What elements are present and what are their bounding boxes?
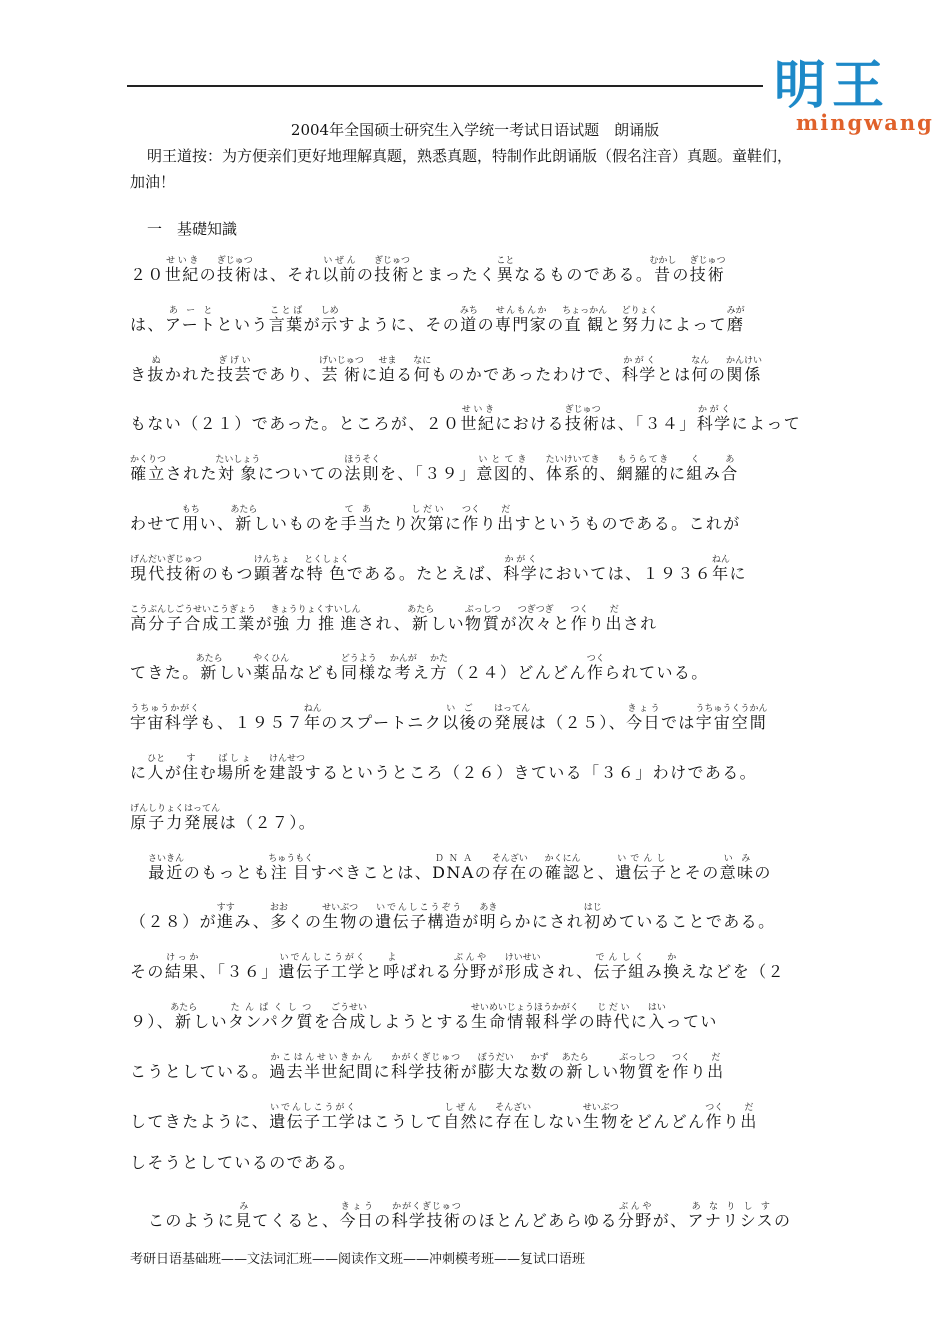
furigana-word: 道みち: [459, 305, 478, 334]
furigana-word: 作つく: [570, 604, 589, 633]
furigana-reading: ぶんや: [452, 953, 488, 964]
furigana-reading: こと: [496, 256, 515, 266]
furigana-reading: けんせつ: [268, 754, 305, 764]
furigana-word: 技術ぎじゅつ: [689, 256, 726, 284]
furigana-word: 意味いみ: [719, 853, 755, 882]
furigana-reading: そんざい: [491, 853, 528, 864]
furigana-word: 見み: [235, 1202, 253, 1231]
furigana-reading: つく: [461, 505, 480, 515]
furigana-word: 新あたら: [195, 654, 223, 683]
furigana-reading: かがくぎじゅつ: [391, 1202, 462, 1213]
furigana-reading: す: [182, 754, 200, 764]
furigana-reading: せいき: [460, 405, 496, 416]
furigana-word: 生物せいぶつ: [322, 903, 359, 932]
furigana-word: 合あ: [721, 455, 739, 484]
furigana-reading: しだい: [410, 505, 445, 515]
furigana-word: 体系的たいけいてき: [545, 455, 600, 484]
furigana-reading: ぎげい: [217, 355, 252, 366]
furigana-word: 注目ちゅうもく: [268, 853, 314, 882]
furigana-reading: いでんし: [615, 853, 668, 864]
furigana-word: 努力どりょく: [621, 305, 658, 334]
furigana-word: 生命情報科学せいめいじょうほうかがく: [470, 1003, 579, 1031]
furigana-reading: かず: [530, 1052, 549, 1063]
furigana-reading: ねん: [303, 704, 322, 715]
furigana-word: 明あき: [479, 903, 498, 932]
furigana-reading: いご: [442, 704, 477, 715]
furigana-word: 入はい: [647, 1003, 666, 1031]
furigana-word: アナリシスあなりしす: [687, 1202, 775, 1231]
furigana-reading: ねん: [711, 554, 730, 565]
furigana-word: 呼よ: [383, 953, 401, 982]
furigana-word: アートあーと: [164, 305, 217, 334]
furigana-reading: つぎつぎ: [517, 604, 554, 615]
furigana-word: 関係かんけい: [726, 355, 763, 384]
furigana-word: 結果けっか: [164, 953, 200, 982]
furigana-reading: あたら: [195, 654, 223, 665]
furigana-word: 磨みが: [726, 305, 745, 334]
furigana-word: 科学技術かがくぎじゅつ: [391, 1052, 461, 1081]
furigana-reading: ぶんや: [617, 1202, 653, 1213]
furigana-reading: いとてき: [476, 455, 529, 466]
furigana-reading: あたら: [407, 604, 435, 615]
furigana-reading: もち: [181, 505, 200, 515]
furigana-word: 存在そんざい: [495, 1102, 532, 1131]
furigana-reading: み: [235, 1202, 253, 1213]
furigana-word: 合成ごうせい: [331, 1003, 368, 1031]
furigana-word: 発展はってん: [494, 704, 531, 733]
furigana-reading: せんもんか: [495, 305, 548, 316]
furigana-word: 確認かくにん: [544, 853, 581, 882]
furigana-word: 科学技術かがくぎじゅつ: [391, 1202, 462, 1231]
furigana-word: 意図的いとてき: [476, 455, 529, 484]
furigana-word: 伝子組でんしく: [593, 953, 646, 982]
furigana-word: 考かんが: [389, 654, 417, 683]
furigana-reading: かがく: [621, 355, 657, 366]
furigana-reading: きょう: [339, 1202, 375, 1213]
furigana-word: 遺伝子構造いでんしこうぞう: [375, 903, 463, 932]
furigana-word: 異こと: [496, 256, 515, 284]
furigana-reading: しめ: [320, 305, 339, 316]
furigana-word: 専門家せんもんか: [495, 305, 548, 334]
furigana-reading: はじ: [583, 903, 602, 914]
furigana-reading: かくにん: [544, 853, 581, 864]
furigana-reading: かた: [429, 654, 448, 665]
furigana-word: 年ねん: [711, 554, 730, 583]
furigana-reading: つく: [586, 654, 605, 665]
furigana-reading: ぶっしつ: [619, 1052, 656, 1063]
furigana-word: 作つく: [586, 654, 605, 683]
furigana-word: 出だ: [740, 1102, 758, 1131]
passage-line: 宇宙科学うちゅうかがくも、１９５７年ねんのスプートニク以後いごの発展はってんは（２５）、今日きょうでは宇宙空間うちゅうくうかん: [130, 704, 768, 733]
furigana-word: 迫せま: [378, 355, 397, 384]
furigana-reading: せいき: [164, 256, 200, 266]
furigana-word: 住す: [182, 754, 200, 782]
passage-line: てきた。新あたらしい薬品やくひんなども同様どうような考かんがえ方かた（２４）どんどん作つくられている。: [130, 654, 709, 683]
furigana-reading: とくしょく: [304, 554, 350, 565]
furigana-word: 以後いご: [442, 704, 477, 733]
furigana-word: 法則ほうそく: [344, 455, 381, 484]
furigana-word: 何なに: [413, 355, 432, 384]
furigana-word: 新あたら: [170, 1003, 198, 1031]
furigana-word: 現代げんだい: [130, 554, 167, 583]
furigana-reading: かがく: [696, 405, 732, 416]
furigana-reading: なに: [413, 355, 432, 366]
furigana-reading: だ: [740, 1102, 758, 1113]
furigana-reading: あたら: [230, 505, 258, 515]
furigana-reading: かがくぎじゅつ: [391, 1052, 461, 1063]
furigana-reading: せいぶつ: [322, 903, 359, 914]
furigana-reading: かこはんせいきかん: [269, 1052, 374, 1063]
furigana-word: 多おお: [269, 903, 288, 932]
passage-line: （２８）が進すすみ、多おおくの生物せいぶつの遺伝子構造いでんしこうぞうが明あきらかにされ初はじめていることである。: [130, 903, 776, 932]
furigana-reading: でんしく: [593, 953, 646, 964]
furigana-reading: てあ: [340, 505, 376, 515]
furigana-reading: そんざい: [495, 1102, 532, 1113]
furigana-reading: つく: [570, 604, 589, 615]
passage-line: その結果けっか、「３６」遺伝子工学いでんしこうがくと呼よばれる分野ぶんやが形成けいせいされ、伝子組でんしくみ換かえなどを（２: [130, 953, 785, 982]
passage-line: このように見みてくると、今日きょうの科学技術かがくぎじゅつのほとんどあらゆる分野ぶんやが、アナリシスあなりしすの: [148, 1202, 792, 1231]
furigana-reading: みが: [726, 305, 745, 316]
furigana-word: 出だ: [605, 604, 623, 633]
furigana-reading: かくりつ: [130, 455, 167, 466]
furigana-reading: あたら: [561, 1052, 589, 1063]
furigana-reading: けんちょ: [253, 554, 290, 565]
furigana-reading: あなりしす: [687, 1202, 775, 1213]
furigana-word: 存在そんざい: [491, 853, 528, 882]
furigana-word: 何なん: [691, 355, 710, 384]
furigana-reading: しぜん: [443, 1102, 479, 1113]
furigana-word: 科学かがく: [503, 554, 539, 583]
furigana-reading: おお: [269, 903, 288, 914]
furigana-reading: げいじゅつ: [318, 355, 364, 366]
furigana-reading: せいめいじょうほうかがく: [470, 1003, 579, 1013]
furigana-reading: よ: [383, 953, 401, 964]
furigana-word: 物質ぶっしつ: [619, 1052, 656, 1081]
furigana-word: 示しめ: [320, 305, 339, 334]
passage-line: してきたように、遺伝子工学いでんしこうがくはこうして自然しぜんに存在そんざいしない生物せいぶつをどんどん作つくり出だ: [130, 1102, 758, 1131]
furigana-reading: はってん: [494, 704, 531, 715]
furigana-reading: じだい: [595, 1003, 631, 1013]
furigana-word: 言葉ことば: [268, 305, 304, 334]
furigana-reading: ぎじゅつ: [373, 256, 410, 266]
furigana-word: 特色とくしょく: [304, 554, 350, 583]
passage-line: ２０世紀せいきの技術ぎじゅつは、それ以前いぜんの技術ぎじゅつとまったく異ことなるものである。昔むかしの技術ぎじゅつ: [130, 256, 726, 284]
furigana-word: DNAＤＮＡ: [432, 853, 475, 882]
furigana-reading: げんだい: [130, 554, 167, 565]
furigana-reading: きょうりょくすいしん: [270, 604, 361, 615]
furigana-word: 強力推進きょうりょくすいしん: [270, 604, 361, 633]
furigana-reading: むかし: [649, 256, 677, 266]
passage-line: しそうとしているのである。: [130, 1153, 357, 1173]
furigana-word: 出だ: [497, 505, 515, 533]
furigana-word: 時代じだい: [595, 1003, 631, 1031]
passage-line: ９）、新あたらしいタンパク質たんぱくしつを合成ごうせいしようとする生命情報科学せいめいじょうほうかがくの時代じだいに入はいってい: [130, 1003, 718, 1031]
furigana-word: 遺伝子工学いでんしこうがく: [269, 1102, 357, 1131]
furigana-word: 手当てあ: [340, 505, 376, 533]
furigana-reading: すす: [216, 903, 235, 914]
logo-chinese: 明王: [774, 58, 891, 116]
furigana-reading: もうらてき: [616, 455, 669, 466]
furigana-reading: どうよう: [340, 654, 377, 665]
passage-line: 確立かくりつされた対象たいしょうについての法則ほうそくを、「３９」意図的いとてき、体系的たいけいてき、網羅的もうらてきに組くみ合あ: [130, 455, 739, 484]
furigana-reading: げんしりょくはってん: [130, 803, 221, 814]
furigana-word: 今日きょう: [339, 1202, 375, 1231]
passage-line: 現代げんだい技術ぎじゅつのもつ顕著けんちょな特色とくしょくである。たとえば、科学かがくにおいては、１９３６年ねんに: [130, 554, 747, 583]
intro-note: 明王道按：为方便亲们更好地理解真题，熟悉真题，特制作此朗诵版（假名注音）真题。童鞋们，加油！: [130, 147, 793, 191]
furigana-word: 建設けんせつ: [268, 754, 305, 782]
furigana-word: 世紀せいき: [164, 256, 200, 284]
furigana-reading: ことば: [268, 305, 304, 316]
furigana-reading: あーと: [164, 305, 217, 316]
header-rule: [127, 85, 763, 87]
furigana-reading: なん: [691, 355, 710, 366]
furigana-reading: ぼうだい: [477, 1052, 514, 1063]
furigana-reading: つく: [705, 1102, 724, 1113]
furigana-reading: ぶっしつ: [464, 604, 501, 615]
furigana-word: 分野ぶんや: [617, 1202, 653, 1231]
furigana-reading: けいせい: [504, 953, 541, 964]
furigana-word: 次々つぎつぎ: [517, 604, 554, 633]
furigana-word: 分野ぶんや: [452, 953, 488, 982]
furigana-reading: こうぶんしごうせいこうぎょう: [130, 604, 257, 615]
furigana-word: 科学かがく: [696, 405, 732, 434]
furigana-reading: だ: [605, 604, 623, 615]
furigana-reading: せいぶつ: [582, 1102, 619, 1113]
furigana-reading: せま: [378, 355, 397, 366]
furigana-reading: みち: [459, 305, 478, 316]
furigana-reading: く: [686, 455, 704, 466]
furigana-word: 換か: [663, 953, 681, 982]
furigana-word: 高分子合成工業こうぶんしごうせいこうぎょう: [130, 604, 257, 633]
furigana-word: 今日きょう: [626, 704, 661, 733]
furigana-reading: いでんしこうがく: [269, 1102, 357, 1113]
furigana-reading: かんけい: [726, 355, 763, 366]
furigana-word: 生物せいぶつ: [582, 1102, 619, 1131]
furigana-reading: つく: [672, 1052, 691, 1063]
furigana-word: 人ひと: [147, 754, 166, 782]
logo-pinyin: mingwang: [796, 110, 934, 135]
furigana-word: 場所ばしょ: [217, 754, 252, 782]
furigana-reading: あたら: [170, 1003, 198, 1013]
passage-line: もない（２１）であった。ところが、２０世紀せいきにおける技術ぎじゅつは、「３４」科学かがくによって: [130, 405, 802, 434]
section-heading: 一 基礎知識: [147, 220, 238, 238]
furigana-reading: いでんしこうぞう: [375, 903, 463, 914]
furigana-reading: ぎじゅつ: [216, 256, 253, 266]
furigana-reading: ぎじゅつ: [564, 405, 601, 416]
passage-line: き抜ぬかれた技芸ぎげいであり、芸術げいじゅつに迫せまる何なにものかであったわけで、科学かがくとは何なんの関係かんけい: [130, 355, 763, 384]
furigana-reading: たんぱくしつ: [228, 1003, 314, 1013]
furigana-word: 抜ぬ: [147, 355, 165, 384]
passage-line: は、アートあーとという言葉ことばが示しめすように、その道みちの専門家せんもんかの直観ちょっかんと努力どりょくによって磨みが: [130, 305, 745, 334]
furigana-word: 組く: [686, 455, 704, 484]
footer-course-list: 考研日语基础班——文法词汇班——阅读作文班——冲刺模考班——复试口语班: [130, 1252, 586, 1267]
passage-line: 原子力発展げんしりょくはってんは（２７）。: [130, 803, 317, 832]
furigana-word: 宇宙空間うちゅうくうかん: [695, 704, 768, 733]
furigana-word: 昔むかし: [649, 256, 677, 284]
furigana-word: 進すす: [216, 903, 235, 932]
furigana-reading: ひと: [147, 754, 166, 764]
furigana-reading: たいけいてき: [545, 455, 600, 466]
furigana-reading: だ: [707, 1052, 725, 1063]
furigana-word: 新あたら: [561, 1052, 589, 1081]
furigana-reading: あ: [721, 455, 739, 466]
furigana-reading: ちゅうもく: [268, 853, 314, 864]
furigana-word: 自然しぜん: [443, 1102, 479, 1131]
furigana-reading: やくひん: [253, 654, 290, 665]
furigana-reading: うちゅうくうかん: [695, 704, 768, 715]
furigana-word: タンパク質たんぱくしつ: [228, 1003, 314, 1031]
furigana-word: 出だ: [707, 1052, 725, 1081]
furigana-reading: かがく: [503, 554, 539, 565]
furigana-reading: ぎじゅつ: [689, 256, 726, 266]
furigana-word: 芸術げいじゅつ: [318, 355, 364, 384]
furigana-word: 科学かがく: [621, 355, 657, 384]
furigana-reading: たいしょう: [215, 455, 261, 466]
furigana-reading: けっか: [164, 953, 200, 964]
furigana-word: 物質ぶっしつ: [464, 604, 501, 633]
furigana-word: 技術ぎじゅつ: [216, 256, 253, 284]
passage-line: わせて用もちい、新あたらしいものを手当てあたり次第しだいに作つくり出だすというものである。これが: [130, 505, 741, 533]
furigana-word: 作つく: [461, 505, 480, 533]
furigana-reading: ばしょ: [217, 754, 252, 764]
furigana-reading: か: [663, 953, 681, 964]
furigana-word: 形成けいせい: [504, 953, 541, 982]
furigana-reading: ちょっかん: [562, 305, 608, 316]
furigana-word: 宇宙科学うちゅうかがく: [130, 704, 200, 733]
furigana-reading: いみ: [719, 853, 755, 864]
furigana-word: 世紀せいき: [460, 405, 496, 434]
passage-line: 高分子合成工業こうぶんしごうせいこうぎょうが強力推進きょうりょくすいしんされ、新あたらしい物質ぶっしつが次々つぎつぎと作つくり出だされ: [130, 604, 658, 633]
furigana-word: 最近さいきん: [148, 853, 185, 882]
furigana-word: 初はじ: [583, 903, 602, 932]
furigana-word: 作つく: [672, 1052, 691, 1081]
furigana-reading: かんが: [389, 654, 417, 665]
furigana-word: 年ねん: [303, 704, 322, 733]
furigana-word: 技術ぎじゅつ: [564, 405, 601, 434]
furigana-word: 用もち: [181, 505, 200, 533]
furigana-word: 技術ぎじゅつ: [166, 554, 203, 583]
furigana-word: 過去半世紀間かこはんせいきかん: [269, 1052, 374, 1081]
document-title: 2004年全国硕士研究生入学统一考试日语试题 朗诵版: [290, 121, 660, 139]
furigana-word: 確立かくりつ: [130, 455, 167, 484]
furigana-word: 同様どうよう: [340, 654, 377, 683]
furigana-reading: あき: [479, 903, 498, 914]
furigana-reading: ぎじゅつ: [166, 554, 203, 565]
passage-line: 最近さいきんのもっとも注目ちゅうもくすべきことは、DNAＤＮＡの存在そんざいの確認かくにんと、遺伝子いでんしとその意味いみの: [148, 853, 772, 882]
furigana-word: 原子力発展げんしりょくはってん: [130, 803, 221, 832]
furigana-word: 新あたら: [230, 505, 258, 533]
furigana-reading: ぬ: [147, 355, 165, 366]
furigana-word: 以前いぜん: [322, 256, 357, 284]
furigana-reading: いでんしこうがく: [278, 953, 366, 964]
furigana-reading: ＤＮＡ: [432, 853, 475, 864]
furigana-word: 直観ちょっかん: [562, 305, 608, 334]
furigana-word: 遺伝子工学いでんしこうがく: [278, 953, 366, 982]
furigana-word: 技芸ぎげい: [217, 355, 252, 384]
furigana-word: 顕著けんちょ: [253, 554, 290, 583]
furigana-word: 網羅的もうらてき: [616, 455, 669, 484]
furigana-reading: ほうそく: [344, 455, 381, 466]
furigana-reading: うちゅうかがく: [130, 704, 200, 715]
furigana-reading: ごうせい: [331, 1003, 368, 1013]
furigana-word: 次第しだい: [410, 505, 445, 533]
furigana-word: 方かた: [429, 654, 448, 683]
furigana-word: 遺伝子いでんし: [615, 853, 668, 882]
furigana-word: 新あたら: [407, 604, 435, 633]
furigana-word: 数かず: [530, 1052, 549, 1081]
furigana-word: 対象たいしょう: [215, 455, 261, 484]
passage-line: こうとしている。過去半世紀間かこはんせいきかんに科学技術かがくぎじゅつが膨大ぼうだいな数かずの新あたらしい物質ぶっしつを作つくり出だ: [130, 1052, 725, 1081]
furigana-reading: はい: [647, 1003, 666, 1013]
furigana-word: 作つく: [705, 1102, 724, 1131]
furigana-reading: どりょく: [621, 305, 658, 316]
furigana-reading: だ: [497, 505, 515, 515]
passage-line: に人ひとが住すむ場所ばしょを建設けんせつするというところ（２６）きている「３６」わけである。: [130, 754, 758, 782]
furigana-word: 薬品やくひん: [253, 654, 290, 683]
furigana-word: 膨大ぼうだい: [477, 1052, 514, 1081]
furigana-reading: きょう: [626, 704, 661, 715]
furigana-word: 技術ぎじゅつ: [373, 256, 410, 284]
furigana-reading: さいきん: [148, 853, 185, 864]
furigana-reading: いぜん: [322, 256, 357, 266]
